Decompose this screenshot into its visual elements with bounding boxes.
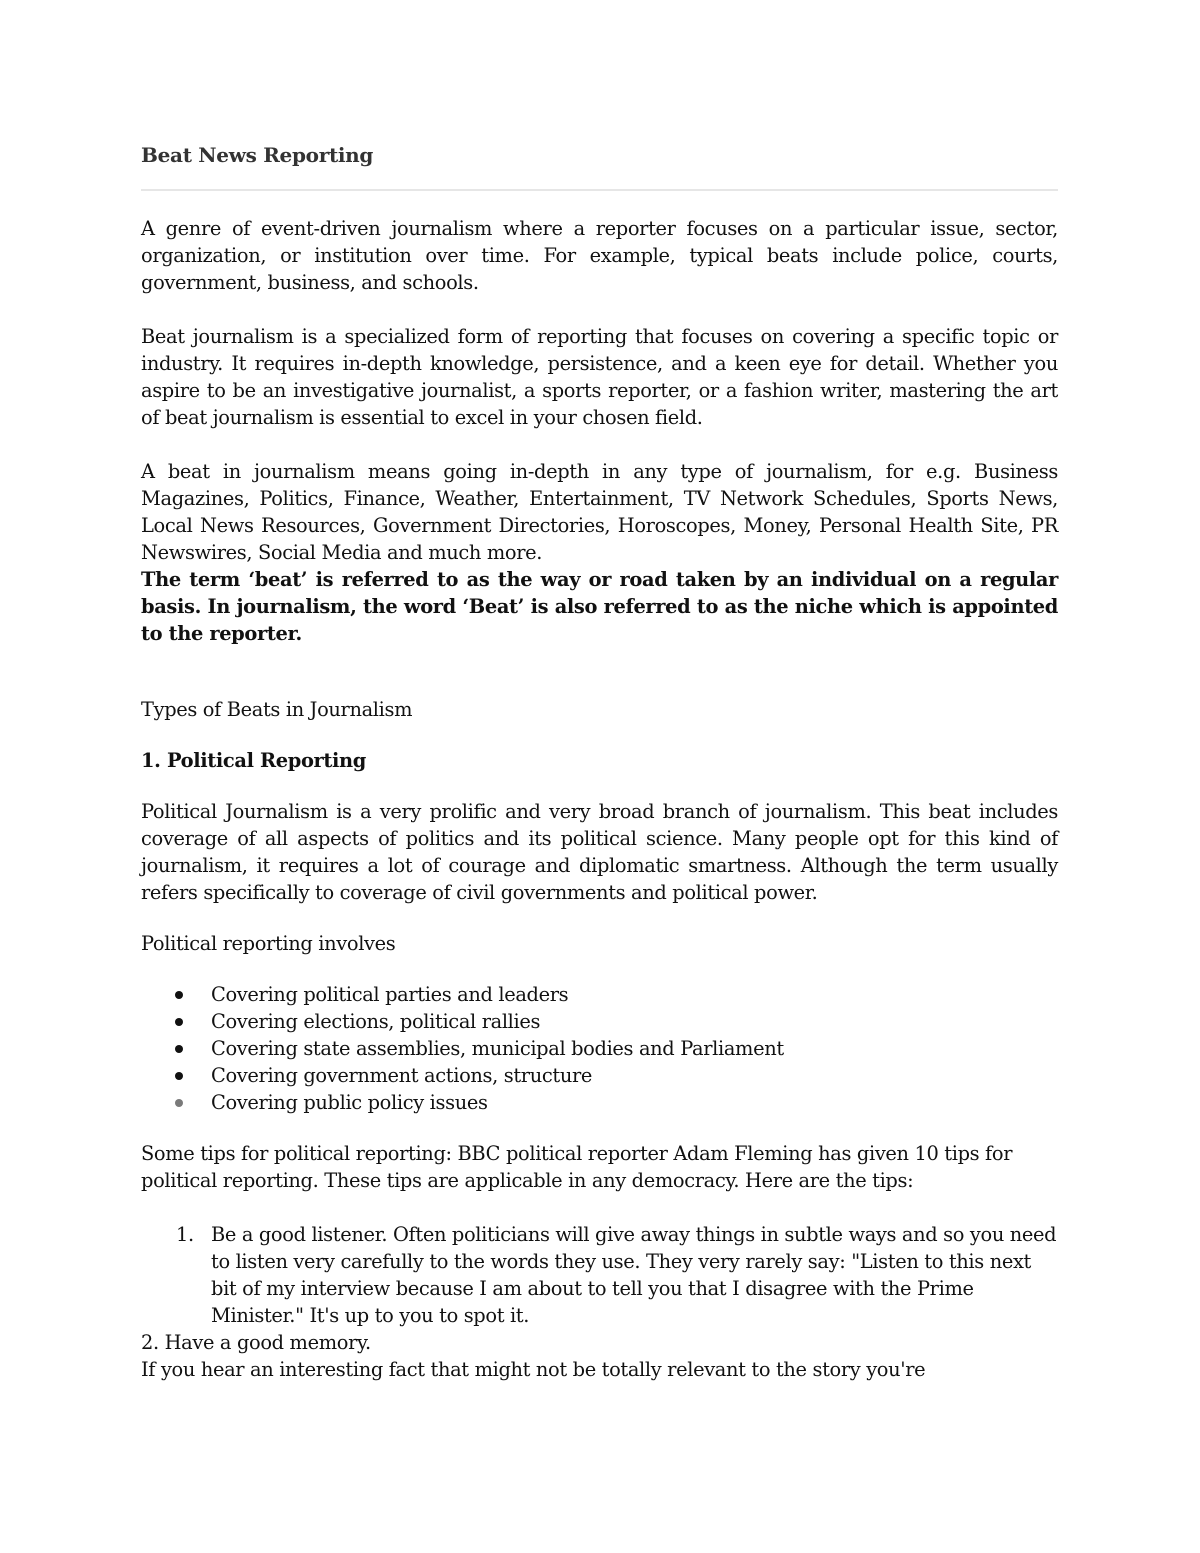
list-item bbox=[141, 1062, 1058, 1089]
tip-number: 1. bbox=[176, 1223, 194, 1246]
intro-paragraph: A genre of event-driven journalism where a reporter focuses on a particular issue, sector, organization, or institution over time. For example, typical beats include police, courts, government, business, and schools. bbox=[141, 217, 1058, 294]
bullet-icon bbox=[175, 1099, 183, 1107]
political-tips-intro: Some tips for political reporting: BBC political reporter Adam Fleming has given 10 tips for political reporting. These tips are applicable in any democracy. Here are the tips: bbox=[141, 1142, 1013, 1192]
title-divider bbox=[141, 189, 1058, 191]
beat-journalism-paragraph: Beat journalism is a specialized form of reporting that focuses on covering a specific topic or industry. It requires in-depth knowledge, persistence, and a keen eye for detail. Whether you aspire to be an investigative journalist, a sports reporter, or a fashion writer, mastering the art of beat journalism is essential to excel in your chosen field. bbox=[141, 325, 1058, 429]
tip-2-heading: 2. Have a good memory. bbox=[141, 1331, 371, 1354]
political-reporting-heading: 1. Political Reporting bbox=[141, 749, 366, 772]
tip-2-text: If you hear an interesting fact that might not be totally relevant to the story you're bbox=[141, 1358, 926, 1381]
political-tips-list bbox=[141, 1221, 1058, 1329]
bullet-icon bbox=[175, 1072, 183, 1080]
document-title: Beat News Reporting bbox=[141, 143, 374, 167]
list-item-text: Covering state assemblies, municipal bodies and Parliament bbox=[211, 1037, 784, 1060]
list-item bbox=[141, 981, 1058, 1008]
list-item-text: Covering government actions, structure bbox=[211, 1064, 592, 1087]
document-page bbox=[141, 140, 1058, 1383]
tip-item bbox=[141, 1221, 1058, 1329]
list-item bbox=[141, 1035, 1058, 1062]
political-involves-label: Political reporting involves bbox=[141, 932, 396, 955]
bullet-icon bbox=[175, 1045, 183, 1053]
political-involves-list bbox=[141, 981, 1058, 1116]
section-heading-types-of-beats: Types of Beats in Journalism bbox=[141, 698, 413, 721]
list-item bbox=[141, 1008, 1058, 1035]
beat-examples-paragraph: A beat in journalism means going in-depth in any type of journalism, for e.g. Business Magazines, Politics, Finance, Weather, Entertainment, TV Network Schedules, Sports News, Local News Resources, Government Directories, Horoscopes, Money, Personal Health Site, PR Newswires, Social Media and much more. bbox=[141, 460, 1058, 564]
list-item-text: Covering public policy issues bbox=[211, 1091, 488, 1114]
list-item-text: Covering political parties and leaders bbox=[211, 983, 569, 1006]
beat-definition-paragraph: The term ‘beat’ is referred to as the way or road taken by an individual on a regular basis. In journalism, the word ‘Beat’ is also referred to as the niche which is appointed to the reporter. bbox=[141, 568, 1058, 645]
political-description-paragraph: Political Journalism is a very prolific and very broad branch of journalism. This beat includes coverage of all aspects of politics and its political science. Many people opt for this kind of journalism, it requires a lot of courage and diplomatic smartness. Although the term usually refers specifically to coverage of civil governments and political power. bbox=[141, 800, 1058, 904]
tip-text: Be a good listener. Often politicians will give away things in subtle ways and so you need to listen very carefully to the words they use. They very rarely say: "Listen to this next bit of my interview because I am about to tell you that I disagree with the Prime Minister." It's up to you to spot it. bbox=[211, 1223, 1057, 1327]
list-item-text: Covering elections, political rallies bbox=[211, 1010, 541, 1033]
bullet-icon bbox=[175, 1018, 183, 1026]
bullet-icon bbox=[175, 991, 183, 999]
list-item bbox=[141, 1089, 1058, 1116]
